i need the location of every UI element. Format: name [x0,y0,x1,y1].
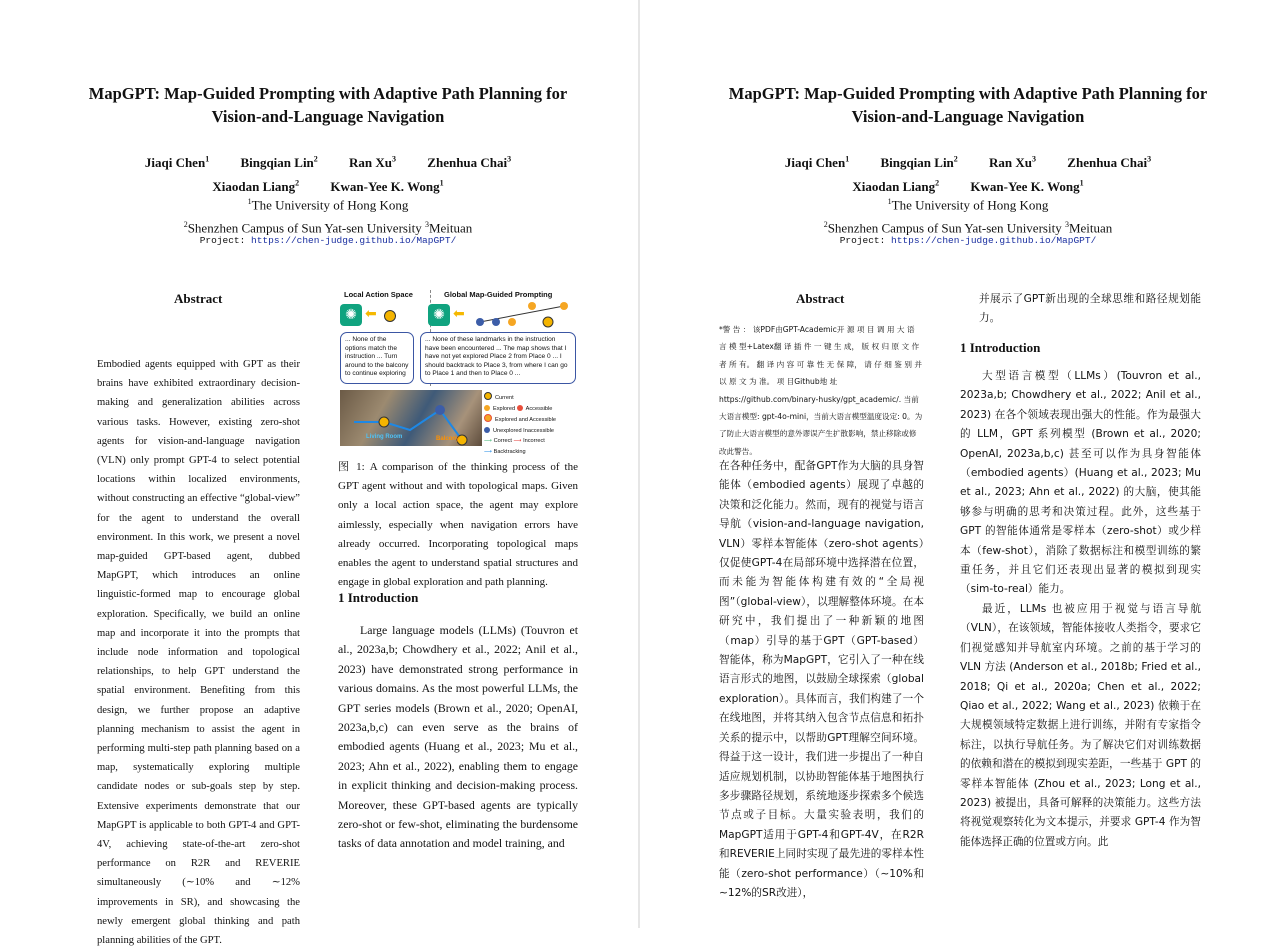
trajectory-overlay-icon [340,390,482,446]
current-node-icon [384,310,396,322]
author: Kwan-Yee K. Wong$^1$ [330,178,444,194]
author: Zhenhua Chai$^3$ [427,155,512,171]
author: Jiaqi Chen$^1$ [784,155,850,171]
abstract-continuation-zh: 并展示了GPT新出现的全球思维和路径规划能力。 [979,293,1201,325]
paper-title: MapGPT: Map-Guided Prompting with Adaptive Path Planning for Vision-and-Language Navigation [88,84,568,126]
left-page [0,0,640,947]
openai-logo-icon: ✺ [428,304,450,326]
global-map-label: Global Map-Guided Prompting [444,290,553,299]
author: Bingqian Lin$^2$ [880,155,958,171]
author-list [680,150,1256,197]
author: Bingqian Lin$^2$ [240,155,318,171]
paper-title: MapGPT: Map-Guided Prompting with Adaptive Path Planning for Vision-and-Language Navigation [728,84,1208,126]
intro-paragraph-zh-1: 大型语言模型（LLMs）(Touvron et al., 2023a,b; Chowdhery et al., 2022; Anil et al., 2023) 在各个领域表现出强大的性能。作为最强大的 LLM，GPT 系列模型 (Brown et al., 2020; OpenAI, 2023a,b,c) 甚至可以作为具身智能体（embodied agents）(Huang et al., 2023; Mu et al., 2023; Ahn et al., 2022) 的大脑，使其能够参与明确的思考和决策过程。此外，这些基于 GPT 的智能体通常是零样本（zero-shot）或少样本（few-shot），消除了数据标注和模型训练的繁重任务，并且它们还表现出显著的模拟到现实（sim-to-real）能力。 [960,370,1201,596]
author: Xiaodan Liang$^2$ [212,178,300,194]
project-link[interactable]: https://chen-judge.github.io/MapGPT/ [251,235,457,246]
figure-legend: Current Explored Accessible Explored and Accessible Unexplored Inaccessible ⟶ Correct ⟶ Incorrect ⟶ Backtracking [484,392,578,457]
author-list [40,150,616,197]
section-heading: 1 Introduction [338,590,419,605]
photo-label-living-room: Living Room [366,434,403,440]
author: Xiaodan Liang$^2$ [852,178,940,194]
local-thinking-bubble: ... None of the options match the instruction ... Turn around to the balcony to continue exploring [340,332,414,384]
author: Kwan-Yee K. Wong$^1$ [970,178,1084,194]
panorama-photo [340,390,482,446]
openai-logo-icon: ✺ [340,304,362,326]
abstract-text: Embodied agents equipped with GPT as their brains have exhibited extraordinary decision-making and generalization abilities across various tasks. However, existing zero-shot agents for vision-and-language navigation (VLN) only prompt GPT-4 to select potential locations within localized environments, without constructing an effective “global-view” for the agent to understand the overall environment. In this work, we present a novel map-guided GPT-based agent, dubbed MapGPT, which introduces an online linguistic-formed map to encourage global exploration. Specifically, we build an online map and incorporate it into the prompts that include node information and topological relationships, to help GPT understand the spatial environment. Benefiting from this design, we further propose an adaptive planning mechanism to assist the agent in performing multi-step path planning based on a map, systematically exploring multiple candidate nodes or sub-goals step by step. Extensive experiments demonstrate that our MapGPT is applicable to both GPT-4 and GPT-4V, achieving state-of-the-art zero-shot performance on R2R and REVERIE simultaneously (∼10% and ∼12% improvements in SR), and showcasing the newly emergent global thinking and path planning abilities of the GPT. [97,359,300,947]
author: Zhenhua Chai$^3$ [1067,155,1152,171]
intro-paragraph-zh-2: 最近，LLMs 也被应用于视觉与语言导航（VLN），在该领域，智能体接收人类指令，要求它们视觉感知并导航室内环境。之前的基于学习的 VLN 方法 (Anderson et al., 2018b; Fried et al., 2018; Qi et al., 2020a; Chen et al., 2022; Qiao et al., 2022; Wang et al., 2023) 依赖于在大规模领域特定数据上进行训练，并附有专家指令标注，以执行导航任务。为了解决它们对训练数据的依赖和潜在的模拟到现实差距，一些基于 GPT 的零样本智能体 (Zhou et al., 2023; Long et al., 2023) 被提出，具备可解释的决策能力。这些方法将视觉观察转化为文本提示，并要求 GPT-4 作为智能体选择正确的位置或方向。此 [960,603,1201,848]
section-heading: 1 Introduction [960,340,1041,355]
author: Ran Xu$^3$ [989,155,1037,171]
abstract-heading: Abstract [174,291,223,306]
global-thinking-bubble: ... None of these landmarks in the instruction have been encountered ... The map shows that I have not yet explored Place 2 from Place 0 ... I should backtrack to Place 3, from where I can go to Place 1 and then to Place 0 ... [420,332,576,384]
project-line: Project: https://chen-judge.github.io/MapGPT/ [199,235,457,246]
photo-label-balcony: Balcony [436,436,460,442]
project-line: Project: https://chen-judge.github.io/MapGPT/ [839,235,1097,246]
translation-warning: *警 告 ： 该PDF由GPT-Academic开 源 项 目 调 用 大 语 言 模 型+Latex翻 译 插 件 一 键 生 成， 版 权 归 原 文 作 者 所 有。 翻 译 内 容 可 靠 性 无 保 障， 请 仔 细 鉴 别 并 以 原 文 为 准。 项 目Github地 址 https://github.com/binary-husky/gpt_academic/. 当前大语言模型: gpt-4o-mini，当前大语言模型温度设定: 0。为了防止大语言模型的意外谬误产生扩散影响，禁止移除或修改此警告。 [719,325,923,456]
affiliations: $^1$The University of Hong Kong $^2$Shenzhen Campus of Sun Yat-sen University $^3$Meituan [823,197,1113,236]
affiliations: $^1$The University of Hong Kong $^2$Shenzhen Campus of Sun Yat-sen University $^3$Meituan [183,197,473,236]
intro-paragraph: Large language models (LLMs) (Touvron et al., 2023a,b; Chowdhery et al., 2022; Anil et al., 2023) have demonstrated strong performance in various domains. As the most powerful LLMs, the GPT series models (Brown et al., 2020; OpenAI, 2023a,b,c) can even serve as the brains of embodied agents (Huang et al., 2023; Mu et al., 2023; Ahn et al., 2022), enabling them to engage in explicit thinking and decision-making process. Moreover, these GPT-based agents are typically zero-shot or few-shot, eliminating the burdensome tasks of data annotation and model training, and [338,623,578,851]
author: Jiaqi Chen$^1$ [144,155,210,171]
local-action-label: Local Action Space [344,290,413,299]
abstract-heading: Abstract [796,291,845,306]
figure-1 [338,288,578,456]
author: Ran Xu$^3$ [349,155,397,171]
right-page [640,0,1280,928]
project-link[interactable]: https://chen-judge.github.io/MapGPT/ [891,235,1097,246]
arrow-left-icon: ⬅ [365,306,377,322]
figure-caption: 图 1: A comparison of the thinking process of the GPT agent without and with topological maps. Given only a local action space, the agent may explore aimlessly, especially when navigation errors have already occurred. Incorporating topological maps enables the agent to understand spatial structures and engage in global exploration and path planning. [338,461,578,589]
abstract-text-zh: 在各种任务中，配备GPT作为大脑的具身智能体（embodied agents）展现了卓越的决策和泛化能力。然而，现有的视觉与语言导航（vision-and-language navigation, VLN）零样本智能体（zero-shot agents）仅促使GPT-4在局部环境中选择潜在位置，而未能为智能体构建有效的“全局视图”（global-view），以理解整体环境。在本研究中，我们提出了一种新颖的地图（map）引导的基于GPT（GPT-based）智能体，称为MapGPT，它引入了一种在线语言形式的地图，以鼓励全球探索（global exploration）。具体而言，我们构建了一个在线地图，并将其纳入包含节点信息和拓扑关系的提示中，以帮助GPT理解空间环境。得益于这一设计，我们进一步提出了一种自适应规划机制，以协助智能体基于地图执行多步骤路径规划，系统地逐步探索多个候选节点或子目标。大量实验表明，我们的MapGPT适用于GPT-4和GPT-4V，在R2R和REVERIE上同时实现了最先进的零样本性能（zero-shot performance）（∼10%和∼12%的SR改进）， [719,460,924,899]
topological-map-icon [474,300,574,332]
arrow-left-icon: ⬅ [453,306,465,322]
